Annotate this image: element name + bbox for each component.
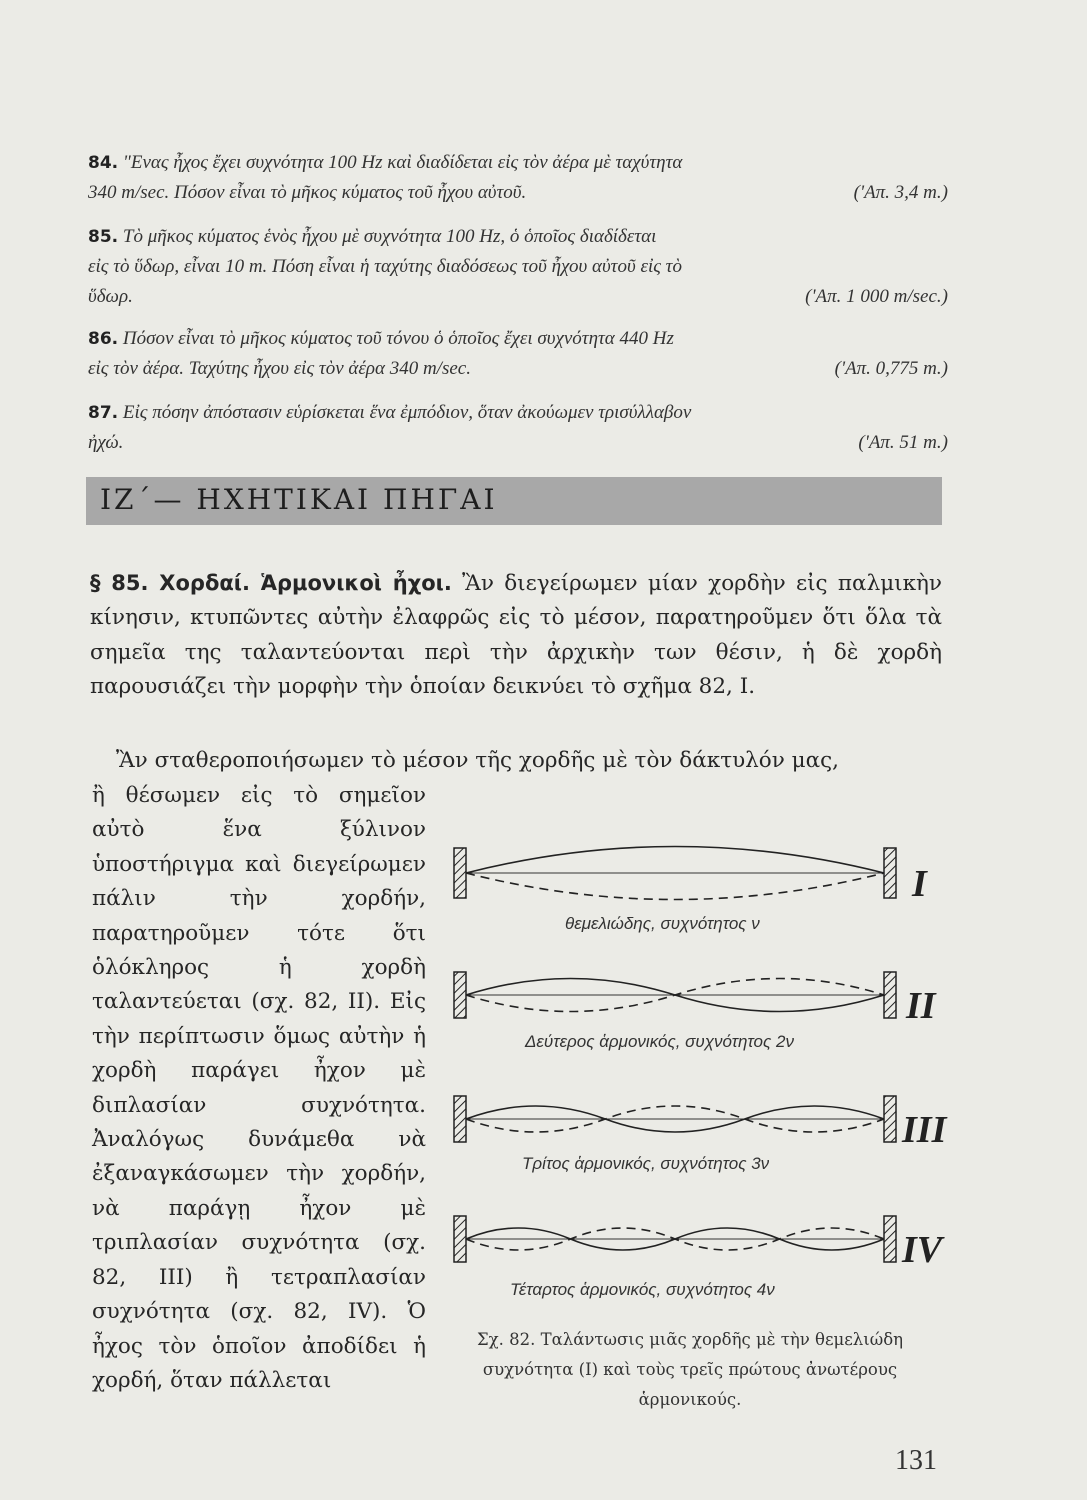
mode-4-label: Τέταρτος ἁρμονικός, συχνότητος 4ν (510, 1280, 775, 1299)
exercise-number: 87. (88, 403, 119, 423)
exercise-text-line: Πόσον εἶναι τὸ μῆκος κύματος τοῦ τόνου ὁ ὁποῖος ἔχει συχνότητα 440 Hz (122, 328, 674, 349)
mode-4-roman: IV (902, 1229, 943, 1271)
exercise-85 (88, 222, 948, 312)
paragraph-text: Ἂν σταθεροποιήσωμεν τὸ μέσον τῆς χορδῆς μὲ τὸν δάκτυλόν μας, (116, 748, 840, 773)
mode-2-roman: II (906, 985, 936, 1027)
section-heading: § 85. Χορδαί. Ἁρμονικοὶ ἦχοι. (90, 571, 452, 595)
mode-3-label: Τρίτος ἁρμονικός, συχνότητος 3ν (522, 1154, 770, 1173)
exercise-answer: ('Απ. 0,775 m.) (834, 358, 948, 379)
paragraph-text: Ἂν διεγείρωμεν μίαν χορδὴν εἰς παλμικὴν κίνησιν, κτυπῶντες αὐτὴν ἐλαφρῶς εἰς τὸ μέσον, παρατηροῦμεν ὅτι ὅλα τὰ σημεῖα της ταλαντεύονται περὶ τὴν ἀρχικὴν των θέσιν, ἡ δὲ χορδὴ παρουσιάζει τὴν μορφὴν τὴν ὁποίαν δεικνύει τὸ σχῆμα 82, Ι. (90, 571, 942, 700)
exercise-87 (88, 398, 948, 458)
figure-string-harmonics (440, 820, 960, 1310)
right-clamp-icon (884, 972, 896, 1018)
page-number: 131 (895, 1445, 937, 1476)
left-clamp-icon (454, 848, 466, 898)
right-clamp-icon (884, 848, 896, 898)
exercise-text-line: εἰς τὸ ὕδωρ, εἶναι 10 m. Πόση εἶναι ἡ ταχύτης διαδόσεως τοῦ ἦχου αὐτοῦ εἰς τὸ (88, 256, 682, 277)
exercise-text-line: Εἰς πόσην ἀπόστασιν εὑρίσκεται ἕνα ἐμπόδιον, ὅταν ἀκούωμεν τρισύλλαβον (122, 402, 692, 423)
left-clamp-icon (454, 972, 466, 1018)
exercise-answer: ('Απ. 51 m.) (858, 432, 948, 453)
chapter-banner (86, 477, 942, 525)
left-clamp-icon (454, 1216, 466, 1262)
mode-3-roman: III (902, 1109, 947, 1151)
mode-1-diagram (454, 847, 896, 900)
paragraph-text: ἢ θέσωμεν εἰς τὸ σημεῖον αὐτὸ ἕνα ξύλινον ὑποστήριγμα καὶ διεγείρωμεν πάλιν τὴν χορδήν, παρατηροῦμεν τότε ὅτι ὁλόκληρος ἡ χορδὴ ταλαντεύεται (σχ. 82, ΙΙ). Εἰς τὴν περίπτωσιν ὅμως αὐτὴν ἡ χορδὴ παράγει ἦχον μὲ διπλασίαν συχνότητα. Ἀναλόγως δυνάμεθα νὰ ἐξαναγκάσωμεν τὴν χορδήν, νὰ παράγῃ ἦχον μὲ τριπλασίαν συχνότητα (σχ. 82, ΙΙΙ) ἢ τετραπλασίαν συχνότητα (σχ. 82, ΙV). Ὁ ἦχος τὸν ὁποῖον ἀποδίδει ἡ χορδή, ὅταν πάλλεται (92, 783, 426, 1393)
section-paragraph-1 (90, 566, 942, 705)
exercise-text-line: Τὸ μῆκος κύματος ἑνὸς ἦχου μὲ συχνότητα 100 Hz, ὁ ὁποῖος διαδίδεται (122, 226, 657, 247)
section-paragraph-2-start (90, 744, 942, 778)
exercise-86 (88, 324, 948, 384)
mode-2-diagram (454, 972, 896, 1018)
mode-1-label: θεμελιώδης, συχνότητος ν (565, 914, 760, 933)
figure-caption: Σχ. 82. Ταλάντωσις μιᾶς χορδῆς μὲ τὴν θεμελιώδη συχνότητα (Ι) καὶ τοὺς τρεῖς πρώτους ἀνωτέρους ἁρμονικούς. (476, 1330, 904, 1409)
exercise-answer: ('Απ. 3,4 m.) (853, 182, 948, 203)
right-clamp-icon (884, 1096, 896, 1142)
exercise-text-line: ἠχώ. (88, 432, 124, 453)
mode-3-diagram (454, 1096, 896, 1142)
exercise-84 (88, 148, 948, 208)
exercise-answer: ('Απ. 1 000 m/sec.) (805, 286, 948, 307)
section-paragraph-2-narrow (92, 779, 426, 1398)
mode-2-label: Δεύτερος ἁρμονικός, συχνότητος 2ν (525, 1032, 794, 1051)
exercise-number: 85. (88, 227, 119, 247)
chapter-title: ΙΖ΄— ΗΧΗΤΙΚΑΙ ΠΗΓΑΙ (100, 483, 498, 516)
exercise-number: 86. (88, 329, 119, 349)
right-clamp-icon (884, 1216, 896, 1262)
left-clamp-icon (454, 1096, 466, 1142)
exercise-text-line: "Ενας ἦχος ἔχει συχνότητα 100 Hz καὶ διαδίδεται εἰς τὸν ἀέρα μὲ ταχύτητα (122, 152, 683, 173)
exercise-text-line: 340 m/sec. Πόσον εἶναι τὸ μῆκος κύματος τοῦ ἦχου αὐτοῦ. (88, 182, 527, 203)
exercise-text-line: ὕδωρ. (88, 286, 133, 307)
exercise-text-line: εἰς τὸν ἀέρα. Ταχύτης ἦχου εἰς τὸν ἀέρα 340 m/sec. (88, 358, 471, 379)
exercise-number: 84. (88, 153, 119, 173)
mode-4-diagram (454, 1216, 896, 1262)
mode-1-roman: I (912, 863, 927, 905)
